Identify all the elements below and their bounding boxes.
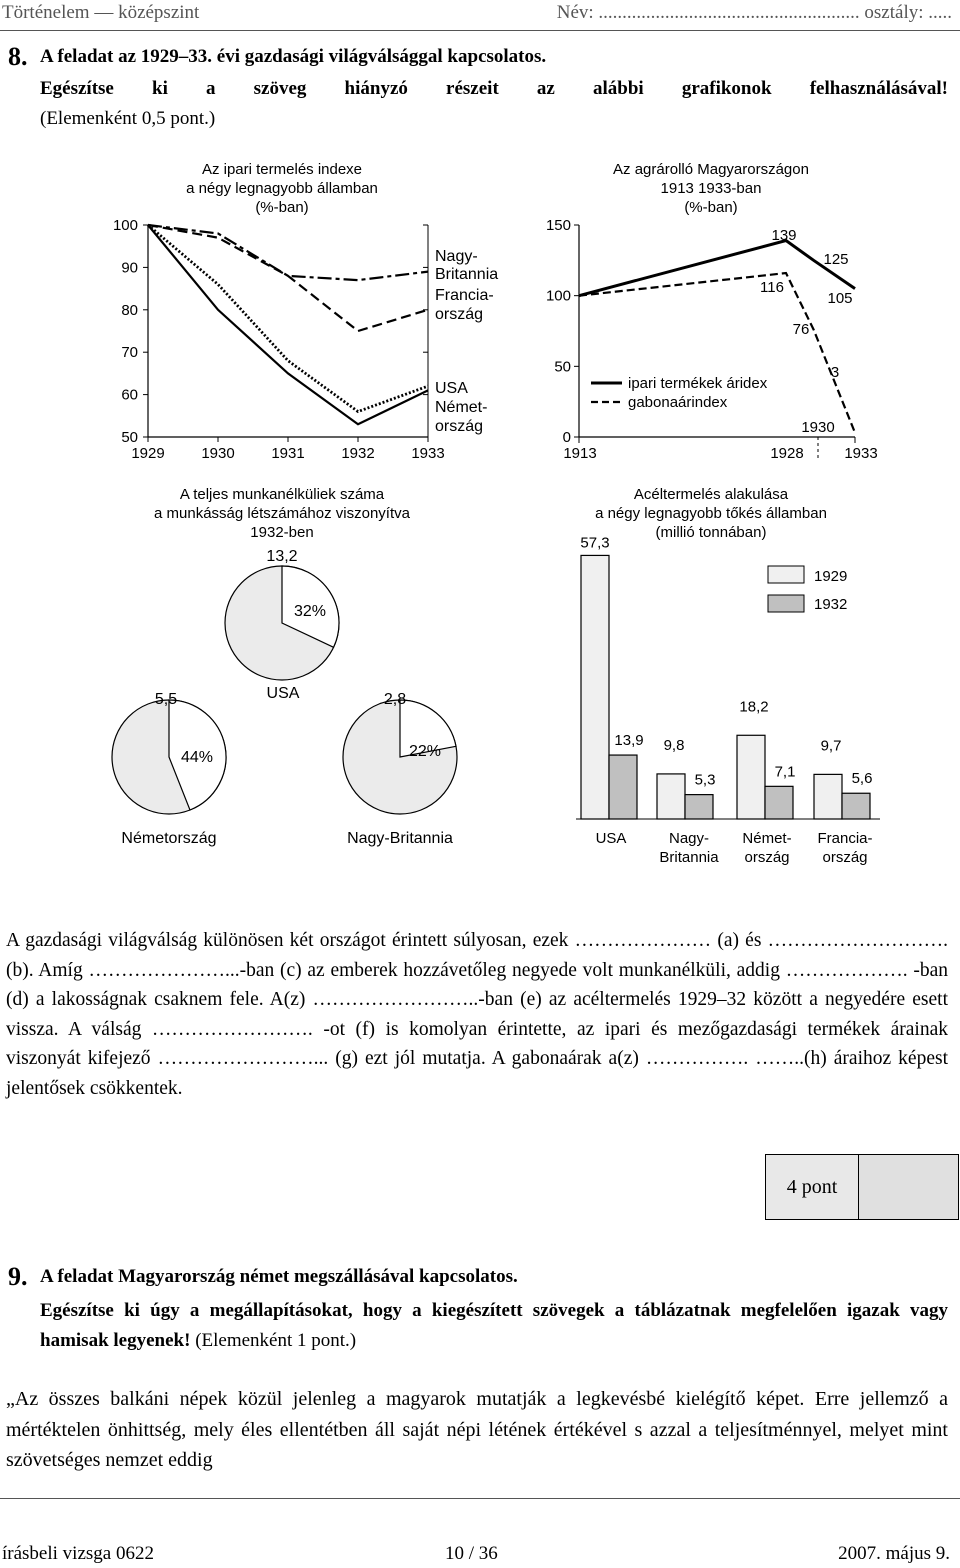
industrial-chart-title [186, 161, 378, 216]
footer-page-number: 10 / 36 [445, 1543, 498, 1564]
cat-de-1: Német- [742, 830, 792, 847]
x-label-1929: 1929 [131, 445, 165, 462]
y-label-90: 90 [121, 259, 138, 277]
bar-3-1932 [842, 793, 870, 819]
pie-de-value: 5,5 [154, 691, 178, 708]
y-label-50: 50 [121, 429, 138, 446]
cat-gb-2: Britannia [659, 849, 719, 866]
task9-number: 9. [8, 1262, 28, 1291]
bar-3-1929 [814, 774, 842, 819]
x-label-1930: 1930 [801, 419, 835, 436]
task8-paragraph: A gazdasági világválság különösen két országot érintett súlyosan, ezek ………………… (a) és ……………………….(b). Amíg …………………...-ban (c) az emberek hozzávetőleg negyede volt munkanélküli, addig ………………. -ban (d) a lakosságnak csaknem fele. A(z) ……………………..-ban (e) az acéltermelés 1929–32 között a negyedére esett vissza. A válság ……………………. -ot (f) is komolyan érintette, az ipari és mezőgazdasági termékek árainak viszonyát kifejező ……………………... (g) ezt jól mutatja. A gabonaárak a(z) ……………. ……..(h) áraihoz képest jelentősek csökkentek. [6, 930, 948, 1099]
agrarian-title-line3: (%-ban) [684, 199, 738, 216]
bar-1-1932 [685, 795, 713, 819]
industrial-index-chart [0, 150, 520, 470]
agr-y-label-0: 0 [562, 429, 571, 446]
unemployment-title-line2: a munkásság létszámához viszonyítva [154, 505, 410, 522]
cat-gb-1: Nagy- [668, 830, 710, 847]
unemployment-title-line3: 1932-ben [250, 524, 314, 541]
bar-label-2-1929: 18,2 [739, 698, 769, 716]
cat-usa: USA [595, 830, 627, 847]
agrarian-title-line2: 1913 1933-ban [660, 180, 762, 197]
bar-label-2-1932: 7,1 [774, 763, 796, 781]
bar-0-1932 [609, 755, 637, 819]
steel-legend [768, 566, 847, 613]
legend-1932-swatch [768, 595, 804, 612]
pie-gb-value: 2,8 [383, 691, 407, 708]
pie-usa-percent: 32% [293, 603, 327, 620]
task8-instruction: Egészítse ki a szöveg hiányzó részeit az alábbi grafikonok felhasználásával! [40, 78, 948, 99]
agr-y-label-50: 50 [554, 358, 571, 376]
header-rule [0, 30, 960, 31]
cat-fr-1: Francia- [817, 830, 873, 847]
x-label-1913: 1913 [563, 445, 597, 462]
pie-usa-country: USA [266, 685, 300, 702]
series-line-2 [148, 225, 428, 331]
bar-label-0-1929: 57,3 [580, 534, 610, 552]
steel-title-line2: a négy legnagyobb tőkés államban [595, 505, 827, 522]
steel-title-line3: (millió tonnában) [655, 524, 767, 541]
legend-1929-label: 1929 [814, 568, 848, 585]
data-label-139: 139 [771, 227, 797, 244]
x-label-1932: 1932 [341, 445, 375, 462]
unemployment-title-line1: A teljes munkanélküliek száma [179, 486, 385, 503]
steel-chart-title [595, 486, 827, 541]
legend-usa: USA [435, 380, 468, 397]
agrarian-chart-title [613, 161, 809, 216]
bar-2-1932 [765, 786, 793, 819]
industrial-title-line3: (%-ban) [255, 199, 309, 216]
pie-de-percent: 44% [180, 749, 214, 766]
agrarian-scissors-chart [520, 150, 960, 470]
footer-date: 2007. május 9. [838, 1543, 950, 1564]
x-label-1933: 1933 [844, 445, 878, 462]
data-label-105: 105 [827, 290, 853, 307]
legend-1932-label: 1932 [814, 596, 848, 613]
x-label-1931: 1931 [271, 445, 305, 462]
bar-label-3-1929: 9,7 [820, 737, 842, 755]
bar-label-1-1932: 5,3 [694, 771, 716, 789]
bar-0-1929 [581, 555, 609, 819]
industrial-title-line1: Az ipari termelés indexe [201, 161, 363, 178]
pie-usa-value: 13,2 [266, 548, 298, 565]
bar-label-3-1932: 5,6 [851, 770, 873, 788]
header-subject: Történelem — középszint [2, 2, 200, 23]
series-line-4 [148, 225, 428, 412]
score-box [765, 1154, 959, 1220]
footer-exam-code: írásbeli vizsga 0622 [2, 1543, 154, 1564]
data-label-116: 116 [760, 279, 784, 296]
agrarian-legend [591, 375, 768, 411]
industrial-title-line2: a négy legnagyobb államban [186, 180, 378, 197]
steel-title-line1: Acéltermelés alakulása [633, 486, 789, 503]
task9-quote: „Az összes balkáni népek közül jelenleg a magyarok mutatják a legkevésbé kielégítő képet. Erre jellemző a mértéktelen önhittség, mely éles ellentétben áll saját népi létének értékével s azzal a teljesítménnyel, melyet mint szövetséges nemzet eddig [6, 1388, 948, 1471]
agrarian-x-tick-labels [563, 419, 877, 462]
bar-1-1929 [657, 774, 685, 819]
bar-label-1-1929: 9,8 [663, 736, 685, 754]
industrial-series-lines [148, 225, 428, 424]
legend-1929-swatch [768, 566, 804, 583]
data-label-125: 125 [823, 251, 849, 268]
steel-bar-chart [520, 475, 960, 875]
series-line-1 [148, 225, 428, 280]
y-label-60: 60 [121, 386, 138, 404]
task9-points-note: (Elemenként 1 pont.) [195, 1330, 357, 1351]
pie-gb-country: Nagy-Britannia [347, 830, 453, 847]
cat-fr-2: ország [822, 849, 868, 866]
y-label-70: 70 [121, 344, 138, 362]
task9-instruction-bold: Egészítse ki úgy a megállapításokat, hogy a kiegészített szövegek a táblázatnak megfelelően igazak vagy hamisak legyenek! [40, 1300, 948, 1351]
agr-y-label-150: 150 [545, 217, 571, 234]
task8-title: A feladat az 1929–33. évi gazdasági világválsággal kapcsolatos. [40, 46, 547, 67]
x-label-1933: 1933 [411, 445, 445, 462]
data-label-76: 76 [792, 321, 810, 338]
legend-nemetorszag-2: ország [435, 418, 484, 435]
task8-points-note: (Elemenként 0,5 pont.) [40, 108, 216, 129]
agr-y-label-100: 100 [545, 287, 571, 305]
agrarian-y-ticks [546, 217, 579, 446]
x-label-1930: 1930 [201, 445, 235, 462]
industrial-series-labels [435, 248, 498, 435]
legend-franciaorszag-2: ország [435, 306, 484, 323]
y-label-100: 100 [112, 217, 138, 234]
unemployment-chart-title [154, 486, 411, 541]
legend-ipari: ipari termékek áridex [628, 375, 768, 392]
data-label-3: 3 [830, 364, 840, 381]
x-label-1928: 1928 [770, 445, 804, 462]
legend-gabona: gabonaárindex [628, 394, 728, 411]
industrial-x-ticks [131, 437, 444, 462]
legend-nemetorszag-1: Német- [435, 399, 488, 416]
score-label: 4 pont [766, 1155, 859, 1219]
agrarian-data-labels [760, 227, 852, 381]
task9-title: A feladat Magyarország német megszállásával kapcsolatos. [40, 1266, 518, 1287]
legend-nagy-britannia-2: Britannia [435, 266, 499, 283]
series-line-3 [148, 225, 428, 424]
legend-franciaorszag-1: Francia- [435, 287, 494, 304]
task8-number: 8. [8, 42, 28, 71]
steel-category-labels [596, 830, 873, 866]
task9-instruction [40, 1296, 948, 1356]
industrial-y-ticks [113, 217, 428, 446]
agr-series-line-1 [579, 241, 855, 296]
agrarian-title-line1: Az agrárolló Magyarországon [613, 161, 809, 178]
bar-label-0-1932: 13,9 [614, 732, 644, 750]
cat-de-2: ország [744, 849, 790, 866]
footer-rule [0, 1498, 960, 1499]
pie-de-country: Németország [121, 830, 217, 847]
unemployment-pie-chart [0, 475, 520, 875]
y-label-80: 80 [121, 301, 138, 319]
score-entry-field[interactable] [859, 1155, 958, 1219]
legend-nagy-britannia-1: Nagy- [435, 248, 478, 265]
bar-2-1929 [737, 735, 765, 819]
header-name-class: Név: ....................................................... osztály: ..... [556, 2, 952, 23]
pie-gb-percent: 22% [408, 743, 442, 760]
